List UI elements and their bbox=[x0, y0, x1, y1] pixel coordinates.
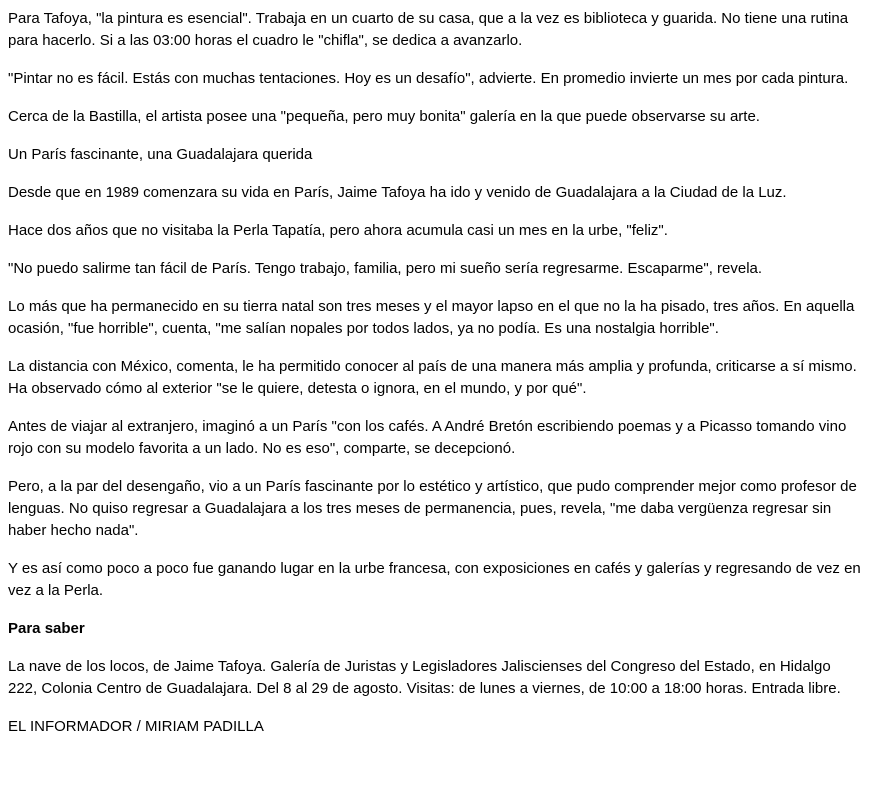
article-paragraph-4-subtitle: Un París fascinante, una Guadalajara querida bbox=[8, 146, 313, 163]
article-paragraph-8: Lo más que ha permanecido en su tierra natal son tres meses y el mayor lapso en el que no la ha pisado, tres años. En aquella ocasión, "fue horrible", cuenta, "me salían nopales por todos lados, ya no podía. Es una nostalgia horrible". bbox=[8, 298, 855, 337]
exhibition-info-paragraph: La nave de los locos, de Jaime Tafoya. Galería de Juristas y Legisladores Jaliscienses del Congreso del Estado, en Hidalgo 222, Colonia Centro de Guadalajara. Del 8 al 29 de agosto. Visitas: de lunes a viernes, de 10:00 a 18:00 horas. Entrada libre. bbox=[8, 658, 841, 697]
article-paragraph-1: Para Tafoya, "la pintura es esencial". Trabaja en un cuarto de su casa, que a la vez es biblioteca y guarida. No tiene una rutina para hacerlo. Si a las 03:00 horas el cuadro le "chifla", se dedica a avanzarlo. bbox=[8, 10, 849, 49]
article-paragraph-7: "No puedo salirme tan fácil de París. Tengo trabajo, familia, pero mi sueño sería regresarme. Escaparme", revela. bbox=[8, 260, 763, 277]
article-paragraph-9: La distancia con México, comenta, le ha permitido conocer al país de una manera más amplia y profunda, criticarse a sí mismo. Ha observado cómo al exterior "se le quiere, detesta o ignora, en el mundo, y por qué". bbox=[8, 358, 857, 397]
article-paragraph-10: Antes de viajar al extranjero, imaginó a un París "con los cafés. A André Bretón escribiendo poemas y a Picasso tomando vino rojo con su modelo favorita a un lado. No es eso", comparte, se decepcionó. bbox=[8, 418, 847, 457]
byline: EL INFORMADOR / MIRIAM PADILLA bbox=[8, 718, 264, 735]
article-paragraph-6: Hace dos años que no visitaba la Perla Tapatía, pero ahora acumula casi un mes en la urbe, "feliz". bbox=[8, 222, 668, 239]
article-paragraph-3: Cerca de la Bastilla, el artista posee una "pequeña, pero muy bonita" galería en la que puede observarse su arte. bbox=[8, 108, 760, 125]
article-paragraph-12: Y es así como poco a poco fue ganando lugar en la urbe francesa, con exposiciones en cafés y galerías y regresando de vez en vez a la Perla. bbox=[8, 560, 861, 599]
article-paragraph-11: Pero, a la par del desengaño, vio a un París fascinante por lo estético y artístico, que pudo comprender mejor como profesor de lenguas. No quiso regresar a Guadalajara a los tres meses de permanencia, pues, revela, "me daba vergüenza regresar sin haber hecho nada". bbox=[8, 478, 857, 539]
section-heading-para-saber: Para saber bbox=[8, 620, 85, 637]
article-paragraph-5: Desde que en 1989 comenzara su vida en París, Jaime Tafoya ha ido y venido de Guadalajara a la Ciudad de la Luz. bbox=[8, 184, 787, 201]
article-paragraph-2: "Pintar no es fácil. Estás con muchas tentaciones. Hoy es un desafío", advierte. En promedio invierte un mes por cada pintura. bbox=[8, 70, 849, 87]
